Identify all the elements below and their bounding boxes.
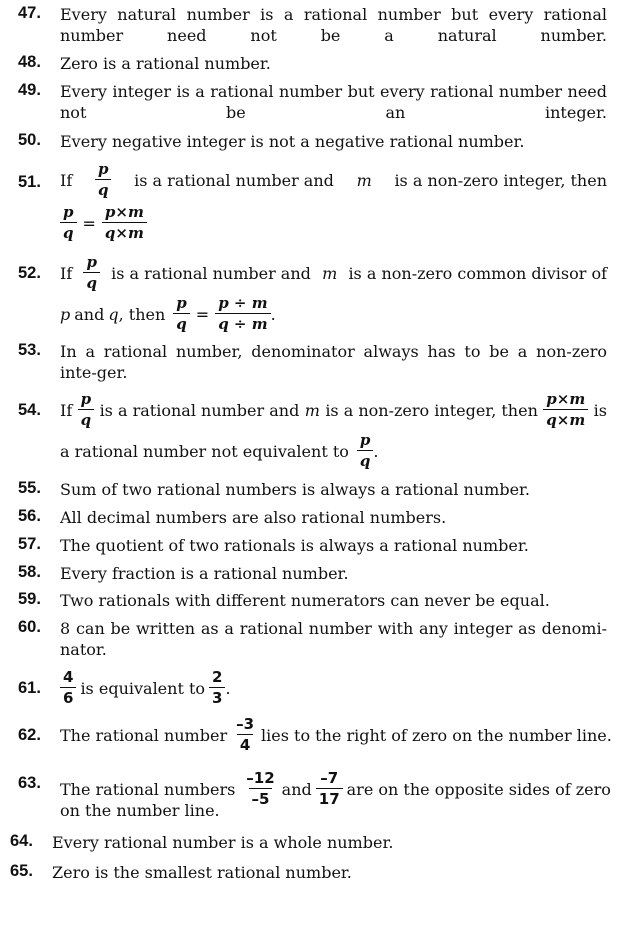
fraction-p-over-q: $\frac{p}{q}$ (173, 295, 190, 333)
question-text: Every integer is a rational number but every rational number need not be an integer. (60, 82, 607, 122)
question-line: The rational numbers $\frac{-12}{-5}$ and $\frac{-7}{17}$ are on the opposite sides of zero (60, 769, 611, 808)
question-number: 50. (18, 131, 41, 149)
question-line: p and q , then $\frac{p}{q}$ = $\frac{p \div m}{q \div m}$ . (60, 294, 276, 333)
fraction-p-over-q: $\frac{p}{q}$ (60, 204, 77, 242)
question-text: The quotient of two rationals is always a rational number. (60, 536, 529, 555)
question-number: 57. (18, 535, 41, 553)
fraction-p-div-m-over-q-div-m: $\frac{p \div m}{q \div m}$ (215, 295, 270, 333)
question-text: Every natural number is a rational number but every rational number need not be a natural number. (60, 5, 607, 45)
fraction-4-over-6: $\frac{4}{6}$ (60, 669, 76, 707)
question-text: 8 can be written as a rational number with any integer as denomi-nator. (60, 619, 607, 659)
question-number: 54. (18, 401, 41, 419)
question-number: 48. (18, 53, 41, 71)
fraction-pm-over-qm: $\frac{p\times m}{q\times m}$ (102, 204, 147, 242)
question-line: If $\frac{p}{q}$ is a rational number and m is a non-zero integer, then $\frac{p\times m}{q\times m}$ is (60, 390, 607, 429)
fraction-p-over-q: $\frac{p}{q}$ (95, 161, 112, 199)
fraction-pm-over-qm: $\frac{p\times m}{q\times m}$ (543, 391, 588, 429)
question-line: on the number line. (60, 801, 220, 820)
question-number: 47. (18, 4, 41, 22)
question-text: All decimal numbers are also rational numbers. (60, 508, 447, 527)
fraction-p-over-q: $\frac{p}{q}$ (78, 391, 95, 429)
question-line: $\frac{4}{6}$ is equivalent to $\frac{2}{3}$ . (60, 669, 607, 707)
question-line: If $\frac{p}{q}$ is a rational number and m is a non-zero integer, then (60, 160, 607, 199)
question-text: In a rational number, denominator always has to be a non-zero inte-ger. (60, 342, 607, 382)
question-number: 55. (18, 479, 41, 497)
fraction-2-over-3: $\frac{2}{3}$ (209, 669, 225, 707)
question-text: Every fraction is a rational number. (60, 564, 349, 583)
question-text: Two rationals with different numerators can never be equal. (60, 591, 550, 610)
question-line: $\frac{p}{q}$ = $\frac{p\times m}{q\times m}$ (60, 204, 607, 242)
question-line: The rational number $\frac{-3}{4}$ lies to the right of zero on the number line. (60, 715, 612, 754)
question-number: 62. (18, 726, 41, 744)
question-text: Every rational number is a whole number. (52, 833, 394, 852)
fraction-minus-3-over-4: $\frac{-3}{4}$ (236, 715, 255, 754)
question-line: If $\frac{p}{q}$ is a rational number and m is a non-zero common divisor of (60, 253, 607, 292)
question-number: 65. (10, 862, 33, 880)
question-number: 60. (18, 618, 41, 636)
question-text: Sum of two rational numbers is always a rational number. (60, 480, 531, 499)
question-text: Zero is the smallest rational number. (52, 863, 352, 882)
question-number: 59. (18, 590, 41, 608)
question-text: Every negative integer is not a negative rational number. (60, 132, 525, 151)
fraction-p-over-q: $\frac{p}{q}$ (357, 432, 374, 470)
question-number: 63. (18, 774, 41, 792)
question-text: Zero is a rational number. (60, 54, 271, 73)
fraction-minus-7-over-17: $\frac{-7}{17}$ (316, 770, 343, 808)
question-number: 56. (18, 507, 41, 525)
question-line: a rational number not equivalent to $\frac{p}{q}$ . (60, 431, 379, 470)
fraction-p-over-q: $\frac{p}{q}$ (83, 254, 100, 292)
question-number: 52. (18, 264, 41, 282)
question-number: 53. (18, 341, 41, 359)
question-number: 61. (18, 679, 41, 697)
question-number: 51. (18, 173, 41, 191)
question-number: 49. (18, 81, 41, 99)
question-number: 64. (10, 832, 33, 850)
fraction-minus-12-over-minus-5: $\frac{-12}{-5}$ (246, 769, 275, 808)
question-number: 58. (18, 563, 41, 581)
